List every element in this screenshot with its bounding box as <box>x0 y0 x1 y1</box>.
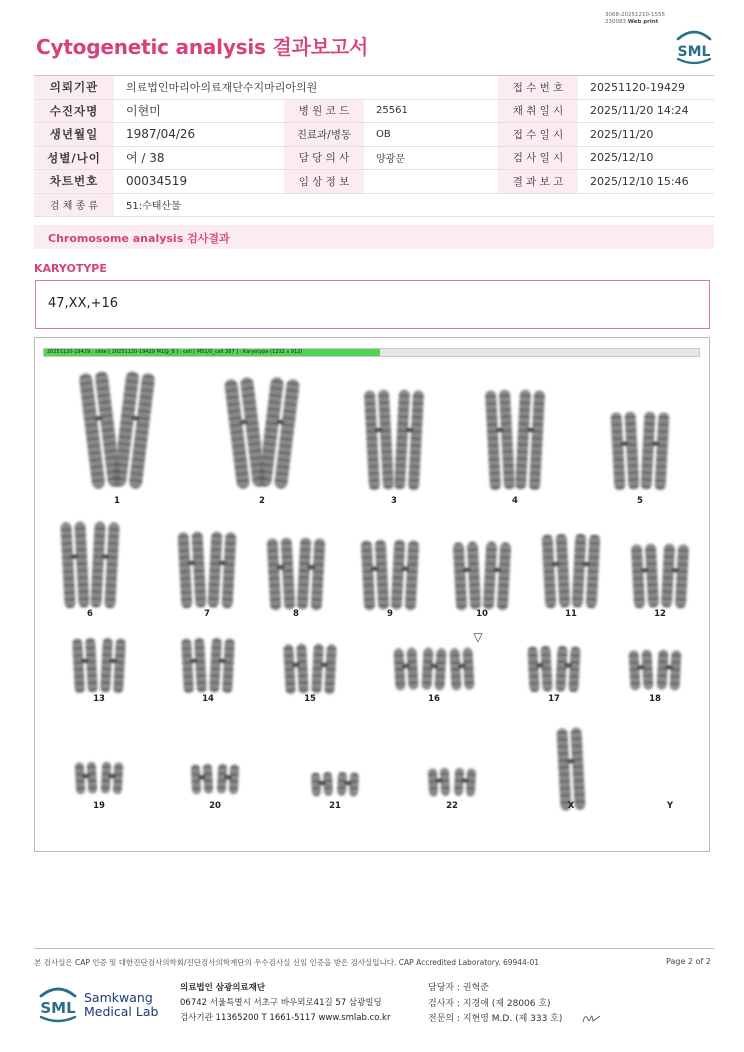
staff-tester: 검사자 : 지경애 (제 28006 호) <box>428 998 551 1009</box>
department-label: 진료과/병동 <box>284 123 364 146</box>
collection-date-label: 채 취 일 시 <box>498 100 578 123</box>
chromosome-14-copy <box>181 637 207 693</box>
chromosome-3-copy <box>394 389 424 490</box>
chromosome-6-copy <box>90 521 119 608</box>
chromosome-label-5: 5 <box>637 496 643 506</box>
brand-line1: Samkwang <box>84 990 153 1005</box>
page-title: Cytogenetic analysis 결과보고서 <box>36 35 369 59</box>
accreditation-note: 본 검사실은 CAP 인증 및 대한진단검사의학회/진단검사의학재단의 우수검사실 신임 인증을 받은 검사실입니다. CAP Accredited Laboratory. 69944-01 <box>34 958 540 967</box>
info-row-5 <box>34 170 714 194</box>
sml-logo-icon <box>672 26 716 66</box>
chromosome-11-copy <box>542 533 571 608</box>
chromosome-x-copy <box>556 727 585 810</box>
chromosome-label-20: 20 <box>209 801 221 811</box>
chromosome-7-copy <box>178 531 207 608</box>
chromosome-22-copy <box>454 767 476 796</box>
footer-divider <box>34 948 714 949</box>
organization-info <box>180 981 390 1026</box>
hospital-code-value: 25561 <box>376 105 408 117</box>
chromosome-11-copy <box>572 533 601 608</box>
web-print-label: Web print <box>627 19 659 25</box>
chromosome-13-copy <box>100 637 126 693</box>
chromosome-5-copy <box>640 411 669 490</box>
test-date-value: 2025/12/10 <box>590 151 654 165</box>
specimen-type-label: 검 체 종 류 <box>34 194 114 217</box>
trisomy-arrow-icon: ▽ <box>473 630 483 644</box>
chromosome-label-17: 17 <box>548 694 560 704</box>
chromosome-label-3: 3 <box>391 496 397 506</box>
chromosome-label-12: 12 <box>654 609 666 619</box>
chromosome-15-copy <box>311 643 337 694</box>
chromosome-10-copy <box>453 541 482 610</box>
chromosome-label-1: 1 <box>114 496 120 506</box>
department-value: OB <box>376 128 391 140</box>
chromosome-5-copy <box>610 411 639 490</box>
chromosome-16-copy <box>393 647 418 690</box>
chromosome-label-6: 6 <box>87 609 93 619</box>
test-date-label: 검 사 일 시 <box>498 147 578 170</box>
chromosome-label-14: 14 <box>202 694 214 704</box>
birth-date-value: 1987/04/26 <box>126 127 196 142</box>
chromosome-17-copy <box>527 645 552 692</box>
sml-logo-icon-footer <box>36 982 80 1024</box>
chromosome-20-copy <box>191 763 214 794</box>
chromosome-21-copy <box>337 771 359 796</box>
chromosome-9-copy <box>391 539 420 610</box>
brand-line2: Medical Lab <box>84 1004 159 1019</box>
info-row-1 <box>34 76 714 100</box>
organization-contact: 검사기관 11365200 T 1661-5117 www.smlab.co.kr <box>180 1013 391 1023</box>
chromosome-label-10: 10 <box>476 609 488 619</box>
info-row-4 <box>34 147 714 171</box>
brand-name <box>84 991 158 1019</box>
hospital-code-label: 병 원 코 드 <box>284 100 364 123</box>
chromosome-4-copy <box>515 389 545 490</box>
chromosome-label-16: 16 <box>428 694 440 704</box>
chromosome-15-copy <box>283 643 309 694</box>
chromosome-6-copy <box>60 521 89 608</box>
patient-info-table <box>34 75 714 217</box>
report-code-line2: 230083 Web print <box>605 19 659 25</box>
chromosome-8-copy <box>297 537 326 610</box>
chromosome-label-2: 2 <box>259 496 265 506</box>
birth-date-label: 생년월일 <box>34 123 114 146</box>
chromosome-22-copy <box>428 767 450 796</box>
staff-list <box>428 981 562 1028</box>
chromosome-16-copy <box>421 647 446 690</box>
chromosome-17-copy <box>555 645 580 692</box>
chart-number-label: 차트번호 <box>34 170 114 193</box>
chromosome-label-22: 22 <box>446 801 458 811</box>
info-row-2 <box>34 100 714 124</box>
chromosome-3-copy <box>364 389 394 490</box>
report-date-value: 2025/12/10 15:46 <box>590 174 689 188</box>
receipt-date-label: 접 수 일 시 <box>498 123 578 146</box>
report-code <box>605 12 665 26</box>
chromosome-19-copy <box>101 761 124 794</box>
signature-icon <box>580 1010 604 1026</box>
svg-text:SML: SML <box>40 999 76 1017</box>
chromosome-label-11: 11 <box>565 609 577 619</box>
chromosome-label-7: 7 <box>204 609 210 619</box>
karyotype-label: KARYOTYPE <box>34 262 107 275</box>
organization-name: 의료법인 삼광의료재단 <box>180 983 266 993</box>
chromosome-label-19: 19 <box>93 801 105 811</box>
requesting-institution-label: 의뢰기관 <box>34 76 114 99</box>
chromosome-18-copy <box>628 649 653 690</box>
chromosome-2-copy <box>258 377 300 490</box>
info-row-6 <box>34 194 714 218</box>
chromosome-8-copy <box>267 537 296 610</box>
karyotype-value: 47,XX,+16 <box>48 296 119 311</box>
receipt-date-value: 2025/11/20 <box>590 127 654 141</box>
chart-number-value: 00034519 <box>126 174 188 189</box>
info-row-3 <box>34 123 714 147</box>
chromosome-19-copy <box>75 761 98 794</box>
page-number: Page 2 of 2 <box>666 957 711 966</box>
karyogram-title-bar: 20251120-19429 : slide [ 20251120-19429 M1@_8 ] : cell [ M51/0_cell 367 ] : Karyotype (1232 x 912) <box>44 349 380 356</box>
chromosome-9-copy <box>361 539 390 610</box>
chromosome-label-x: X <box>567 801 575 811</box>
physician-value: 양광문 <box>376 154 405 166</box>
requesting-institution-value: 의료법인마리아의료재단수지마리아의원 <box>126 81 318 95</box>
chromosome-18-copy <box>656 649 681 690</box>
chromosome-12-copy <box>631 543 659 608</box>
specimen-type-value: 51:수태산물 <box>126 201 181 213</box>
chromosome-20-copy <box>217 763 240 794</box>
patient-name-label: 수진자명 <box>34 100 114 123</box>
chromosome-7-copy <box>208 531 237 608</box>
chromosome-14-copy <box>209 637 235 693</box>
sex-age-value: 여 / 38 <box>126 151 165 166</box>
accession-number-value: 20251120-19429 <box>590 80 685 94</box>
chromosome-label-18: 18 <box>649 694 661 704</box>
chromosome-label-9: 9 <box>387 609 393 619</box>
staff-specialist: 전문의 : 지현영 M.D. (제 333 호) <box>428 1014 563 1024</box>
staff-manager: 담당자 : 권혁준 <box>428 983 489 993</box>
chromosome-4-copy <box>485 389 515 490</box>
karyogram-image <box>44 360 704 850</box>
patient-name-value: 이현미 <box>126 104 161 119</box>
organization-address: 06742 서울특별시 서초구 바우뫼로41길 57 삼광빌딩 <box>180 998 382 1008</box>
chromosome-16-copy <box>449 647 474 690</box>
clinical-info-value <box>364 170 498 193</box>
report-date-label: 결 과 보 고 <box>498 170 578 193</box>
chromosome-21-copy <box>311 771 333 796</box>
chromosome-label-y: Y <box>666 801 674 811</box>
section-title: Chromosome analysis 검사결과 <box>48 232 230 245</box>
chromosome-12-copy <box>661 543 689 608</box>
svg-text:SML: SML <box>677 44 711 60</box>
accession-number-label: 접 수 번 호 <box>498 76 578 99</box>
chromosome-label-21: 21 <box>329 801 341 811</box>
sex-age-label: 성별/나이 <box>34 147 114 170</box>
chromosome-13-copy <box>72 637 98 693</box>
chromosome-label-15: 15 <box>304 694 316 704</box>
clinical-info-label: 임 상 정 보 <box>284 170 364 193</box>
karyotype-box <box>35 280 710 329</box>
chromosome-1-copy <box>113 371 156 490</box>
chromosome-label-13: 13 <box>93 694 105 704</box>
chromosome-label-8: 8 <box>293 609 299 619</box>
collection-date-value: 2025/11/20 14:24 <box>590 104 689 118</box>
physician-label: 담 당 의 사 <box>284 147 364 170</box>
report-code-line1: 3068-20251210-1555 <box>605 12 665 18</box>
chromosome-10-copy <box>483 541 512 610</box>
chromosome-label-4: 4 <box>512 496 518 506</box>
